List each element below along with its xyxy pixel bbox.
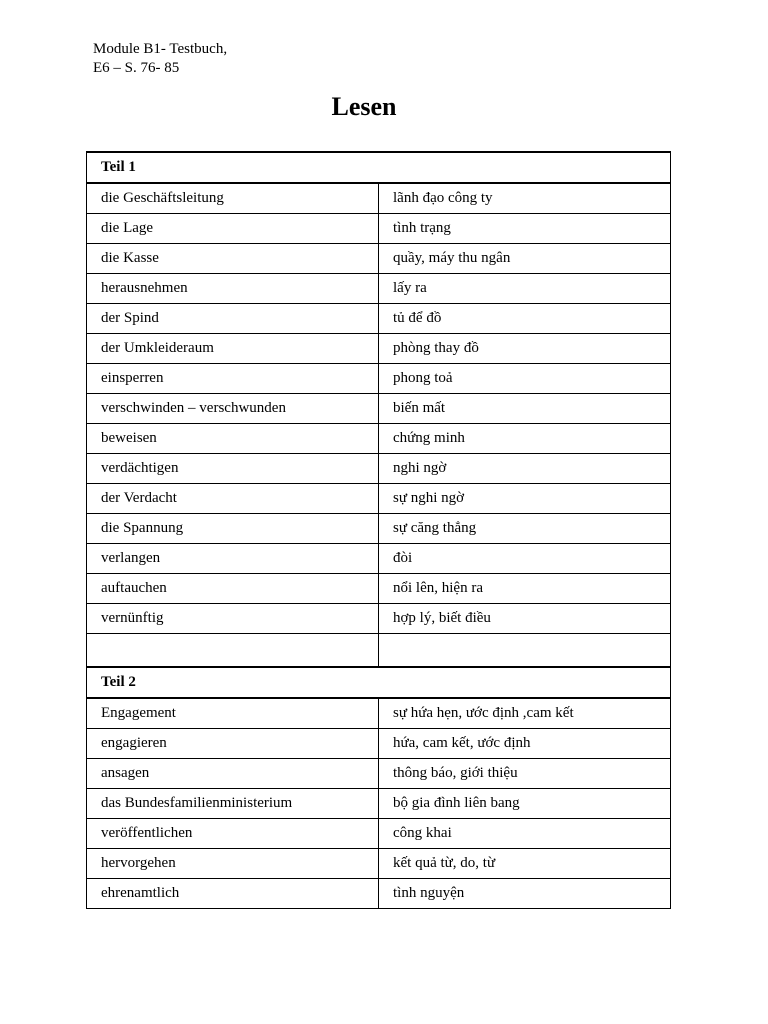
section-header-row (87, 667, 671, 698)
german-term: verlangen (87, 544, 379, 574)
vietnamese-translation: hứa, cam kết, ước định (379, 729, 671, 759)
vocabulary-table (86, 151, 671, 909)
german-term: auftauchen (87, 574, 379, 604)
table-row (87, 789, 671, 819)
table-row (87, 604, 671, 634)
vietnamese-translation: tình trạng (379, 214, 671, 244)
table-row (87, 484, 671, 514)
vocabulary-table-body (87, 152, 671, 909)
table-row (87, 183, 671, 214)
table-row (87, 698, 671, 729)
german-term: einsperren (87, 364, 379, 394)
vietnamese-translation: phong toả (379, 364, 671, 394)
german-term: beweisen (87, 424, 379, 454)
vietnamese-translation: sự nghi ngờ (379, 484, 671, 514)
section-header-row (87, 152, 671, 183)
table-row (87, 819, 671, 849)
german-term: die Lage (87, 214, 379, 244)
table-row (87, 244, 671, 274)
german-term (87, 634, 379, 668)
table-row (87, 574, 671, 604)
german-term: der Umkleideraum (87, 334, 379, 364)
vietnamese-translation: tủ để đồ (379, 304, 671, 334)
table-row (87, 849, 671, 879)
vietnamese-translation: công khai (379, 819, 671, 849)
table-row (87, 364, 671, 394)
table-row (87, 514, 671, 544)
vietnamese-translation: bộ gia đình liên bang (379, 789, 671, 819)
vietnamese-translation: biến mất (379, 394, 671, 424)
vietnamese-translation: chứng minh (379, 424, 671, 454)
table-row (87, 544, 671, 574)
vietnamese-translation: nghi ngờ (379, 454, 671, 484)
german-term: der Verdacht (87, 484, 379, 514)
german-term: ansagen (87, 759, 379, 789)
vietnamese-translation: quầy, máy thu ngân (379, 244, 671, 274)
vietnamese-translation: sự hứa hẹn, ước định ,cam kết (379, 698, 671, 729)
vietnamese-translation: lấy ra (379, 274, 671, 304)
section-label: Teil 2 (87, 667, 671, 698)
header-line-1: Module B1- Testbuch, (93, 41, 228, 57)
german-term: herausnehmen (87, 274, 379, 304)
table-row (87, 454, 671, 484)
german-term: die Geschäftsleitung (87, 183, 379, 214)
german-term: engagieren (87, 729, 379, 759)
table-row (87, 274, 671, 304)
german-term: die Spannung (87, 514, 379, 544)
german-term: die Kasse (87, 244, 379, 274)
vietnamese-translation: thông báo, giới thiệu (379, 759, 671, 789)
german-term: verdächtigen (87, 454, 379, 484)
table-row (87, 759, 671, 789)
vietnamese-translation: sự căng thẳng (379, 514, 671, 544)
table-row (87, 394, 671, 424)
table-row (87, 334, 671, 364)
vietnamese-translation: tình nguyện (379, 879, 671, 909)
vietnamese-translation: phòng thay đồ (379, 334, 671, 364)
vietnamese-translation: kết quả từ, do, từ (379, 849, 671, 879)
header-line-2: E6 – S. 76- 85 (93, 60, 180, 76)
german-term: ehrenamtlich (87, 879, 379, 909)
table-row (87, 634, 671, 668)
german-term: vernünftig (87, 604, 379, 634)
german-term: der Spind (87, 304, 379, 334)
vietnamese-translation (379, 634, 671, 668)
german-term: Engagement (87, 698, 379, 729)
table-row (87, 214, 671, 244)
german-term: hervorgehen (87, 849, 379, 879)
german-term: das Bundesfamilienministerium (87, 789, 379, 819)
page-title: Lesen (331, 92, 397, 121)
vietnamese-translation: nổi lên, hiện ra (379, 574, 671, 604)
table-row (87, 304, 671, 334)
document-header (93, 40, 227, 78)
table-row (87, 424, 671, 454)
table-row (87, 879, 671, 909)
vietnamese-translation: lãnh đạo công ty (379, 183, 671, 214)
table-row (87, 729, 671, 759)
german-term: veröffentlichen (87, 819, 379, 849)
german-term: verschwinden – verschwunden (87, 394, 379, 424)
vietnamese-translation: hợp lý, biết điều (379, 604, 671, 634)
section-label: Teil 1 (87, 152, 671, 183)
vietnamese-translation: đòi (379, 544, 671, 574)
